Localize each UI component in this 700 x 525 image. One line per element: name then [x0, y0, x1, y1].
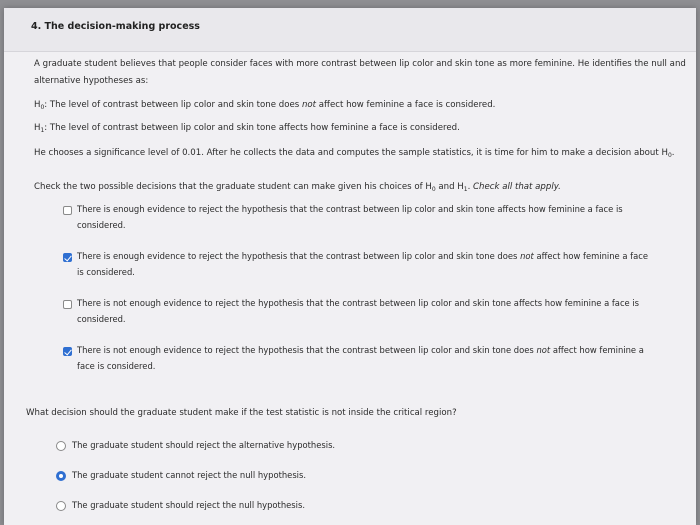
checkbox-3-label[interactable]: There is not enough evidence to reject the hypothesis that the contrast between lip color and skin tone affects how feminine a face is: [77, 298, 640, 308]
checkbox-3[interactable]: [63, 300, 72, 309]
checkbox-3-label-cont[interactable]: considered.: [77, 314, 126, 324]
alternative-hypothesis: $H_1$: The level of contrast between lip color and skin tone affects how feminine a face is considered.: [34, 123, 460, 134]
checkbox-1-label[interactable]: There is enough evidence to reject the hypothesis that the contrast between lip color and skin tone affects how feminine a face is: [77, 204, 623, 214]
radio-3-label[interactable]: The graduate student should reject the null hypothesis.: [72, 500, 306, 510]
radio-1-label[interactable]: The graduate student should reject the alternative hypothesis.: [72, 440, 336, 450]
radio-1[interactable]: [56, 441, 66, 451]
checkbox-2-label[interactable]: There is enough evidence to reject the hypothesis that the contrast between lip color and skin tone does not affect how feminine a face: [77, 251, 648, 261]
radio-2[interactable]: [56, 471, 66, 481]
radio-3[interactable]: [56, 501, 66, 511]
question-page: [4, 8, 696, 525]
checkbox-4[interactable]: [63, 347, 72, 356]
question-1-prompt: Check the two possible decisions that the graduate student can make given his choices of $H_0$ and $H_1$. Check all that apply.: [34, 182, 561, 193]
question-2-prompt: What decision should the graduate student make if the test statistic is not inside the critical region?: [26, 408, 457, 418]
radio-2-label[interactable]: The graduate student cannot reject the null hypothesis.: [72, 470, 307, 480]
section-title: 4. The decision-making process: [31, 21, 200, 32]
significance-value: 0.01: [182, 148, 202, 158]
checkbox-4-label-cont[interactable]: face is considered.: [77, 361, 156, 371]
significance-text: He chooses a significance level of 0.01. After he collects the data and computes the sample statistics, it is time for him to make a decision about $H_0$.: [34, 148, 675, 159]
checkbox-1[interactable]: [63, 206, 72, 215]
intro-line-2: alternative hypotheses as:: [34, 76, 149, 86]
section-header: [4, 8, 696, 52]
question-1-instruction: Check all that apply.: [473, 182, 561, 192]
checkbox-1-label-cont[interactable]: considered.: [77, 220, 126, 230]
checkbox-2-label-cont[interactable]: is considered.: [77, 267, 135, 277]
intro-line-1: A graduate student believes that people consider faces with more contrast between lip color and skin tone as more feminine. He identifies the null and: [34, 59, 686, 69]
checkbox-2[interactable]: [63, 253, 72, 262]
checkbox-4-label[interactable]: There is not enough evidence to reject the hypothesis that the contrast between lip color and skin tone does not affect how feminine a: [77, 345, 644, 355]
null-hypothesis: $H_0$: The level of contrast between lip color and skin tone does not affect how feminine a face is considered.: [34, 100, 496, 111]
